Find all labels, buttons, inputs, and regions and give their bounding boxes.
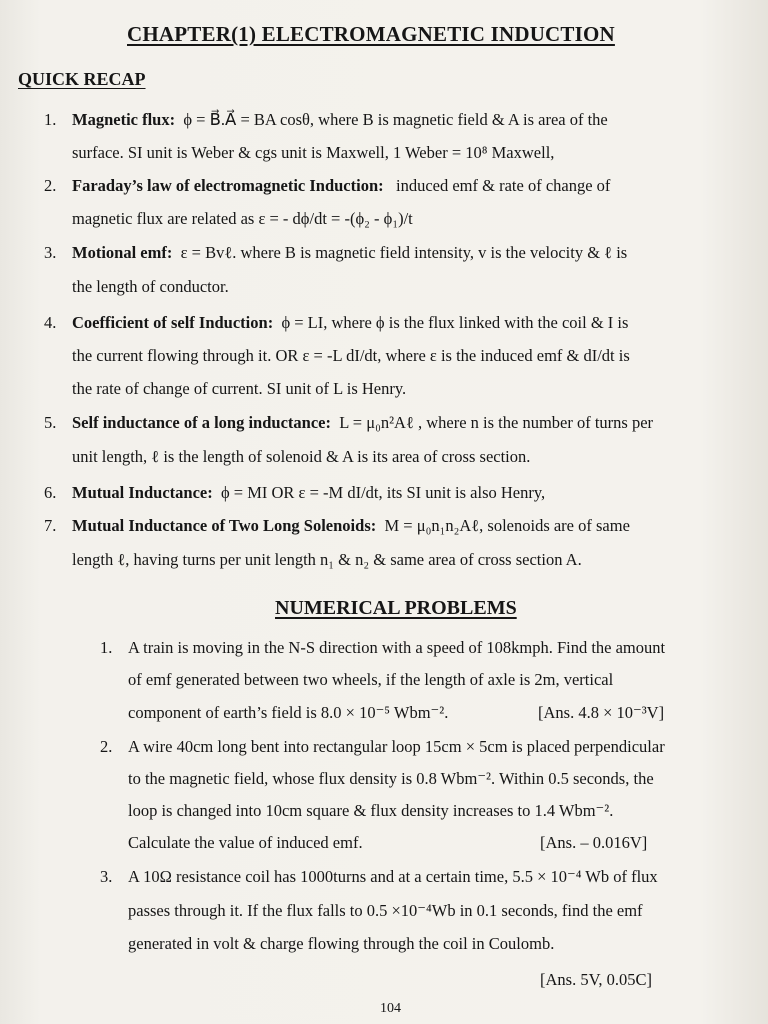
page-number: 104 [380, 1001, 401, 1016]
recap-item-label: Motional emf: [72, 243, 173, 262]
recap-item-label: Mutual Inductance: [72, 483, 213, 502]
recap-item-number: 3. [44, 243, 57, 262]
recap-item-text: the rate of change of current. SI unit of L is Henry. [72, 379, 407, 398]
problem-answer: [Ans. 4.8 × 10⁻³V] [538, 703, 665, 722]
recap-item-text: the length of conductor. [72, 277, 229, 296]
problem-number: 3. [100, 867, 113, 886]
recap-item-label: Coefficient of self Induction: [72, 313, 274, 332]
recap-item-text: length ℓ, having turns per unit length n₁ & n₂ & same area of cross section A. [72, 550, 582, 569]
problem-text: of emf generated between two wheels, if the length of axle is 2m, vertical [128, 670, 614, 689]
problem-text: generated in volt & charge flowing through the coil in Coulomb. [128, 934, 555, 953]
recap-item-text: ϕ = LI, where ϕ is the flux linked with the coil & I is [281, 313, 629, 332]
problem-text: component of earth’s field is 8.0 × 10⁻⁵ Wbm⁻². [128, 703, 449, 722]
problem-text: A wire 40cm long bent into rectangular loop 15cm × 5cm is placed perpendicular [128, 737, 665, 756]
problem-text: passes through it. If the flux falls to 0.5 ×10⁻⁴Wb in 0.1 seconds, find the emf [128, 901, 643, 920]
problem-text: A 10Ω resistance coil has 1000turns and at a certain time, 5.5 × 10⁻⁴ Wb of flux [128, 867, 658, 886]
recap-item-label: Faraday’s law of electromagnetic Induction: [72, 176, 384, 195]
recap-item-text: the current flowing through it. OR ε = -L dI/dt, where ε is the induced emf & dI/dt is [72, 346, 630, 365]
recap-item-number: 5. [44, 413, 57, 432]
chapter-title: CHAPTER(1) ELECTROMAGNETIC INDUCTION [127, 22, 615, 46]
quick-recap-heading: QUICK RECAP [18, 69, 146, 89]
recap-item-text: unit length, ℓ is the length of solenoid & A is its area of cross section. [72, 447, 531, 466]
problem-answer: [Ans. – 0.016V] [540, 833, 648, 852]
problem-text: loop is changed into 10cm square & flux density increases to 1.4 Wbm⁻². [128, 801, 614, 820]
problem-text: to the magnetic field, whose flux density is 0.8 Wbm⁻². Within 0.5 seconds, the [128, 769, 654, 788]
recap-item-number: 2. [44, 176, 57, 195]
problem-answer: [Ans. 5V, 0.05C] [540, 970, 652, 989]
problem-number: 1. [100, 638, 113, 657]
recap-item-label: Mutual Inductance of Two Long Solenoids: [72, 516, 377, 535]
recap-item-text: ϕ = B⃗.A⃗ = BA cosθ, where B is magnetic field & A is area of the [183, 110, 608, 129]
recap-item-text: ϕ = MI OR ε = -M dI/dt, its SI unit is also Henry, [220, 483, 546, 502]
recap-item-number: 4. [44, 313, 57, 332]
recap-item-text: induced emf & rate of change of [396, 176, 611, 195]
problem-text: A train is moving in the N-S direction with a speed of 108kmph. Find the amount [128, 638, 666, 657]
numerical-problems-heading: NUMERICAL PROBLEMS [275, 597, 517, 619]
recap-item-number: 1. [44, 110, 57, 129]
recap-item-label: Self inductance of a long inductance: [72, 413, 331, 432]
recap-item-text: L = μ₀n²Aℓ , where n is the number of turns per [339, 413, 654, 432]
recap-item-number: 7. [44, 516, 57, 535]
recap-item-number: 6. [44, 483, 57, 502]
recap-item-label: Magnetic flux: [72, 110, 176, 129]
recap-item-text: surface. SI unit is Weber & cgs unit is Maxwell, 1 Weber = 10⁸ Maxwell, [72, 143, 555, 162]
problem-number: 2. [100, 737, 113, 756]
recap-item-text: ε = Bvℓ. where B is magnetic field intensity, v is the velocity & ℓ is [180, 243, 628, 262]
problem-text: Calculate the value of induced emf. [128, 833, 363, 852]
recap-item-text: magnetic flux are related as ε = - dϕ/dt = -(ϕ₂ - ϕ₁)/t [72, 209, 413, 228]
recap-item-text: M = μ₀n₁n₂Aℓ, solenoids are of same [384, 516, 630, 535]
